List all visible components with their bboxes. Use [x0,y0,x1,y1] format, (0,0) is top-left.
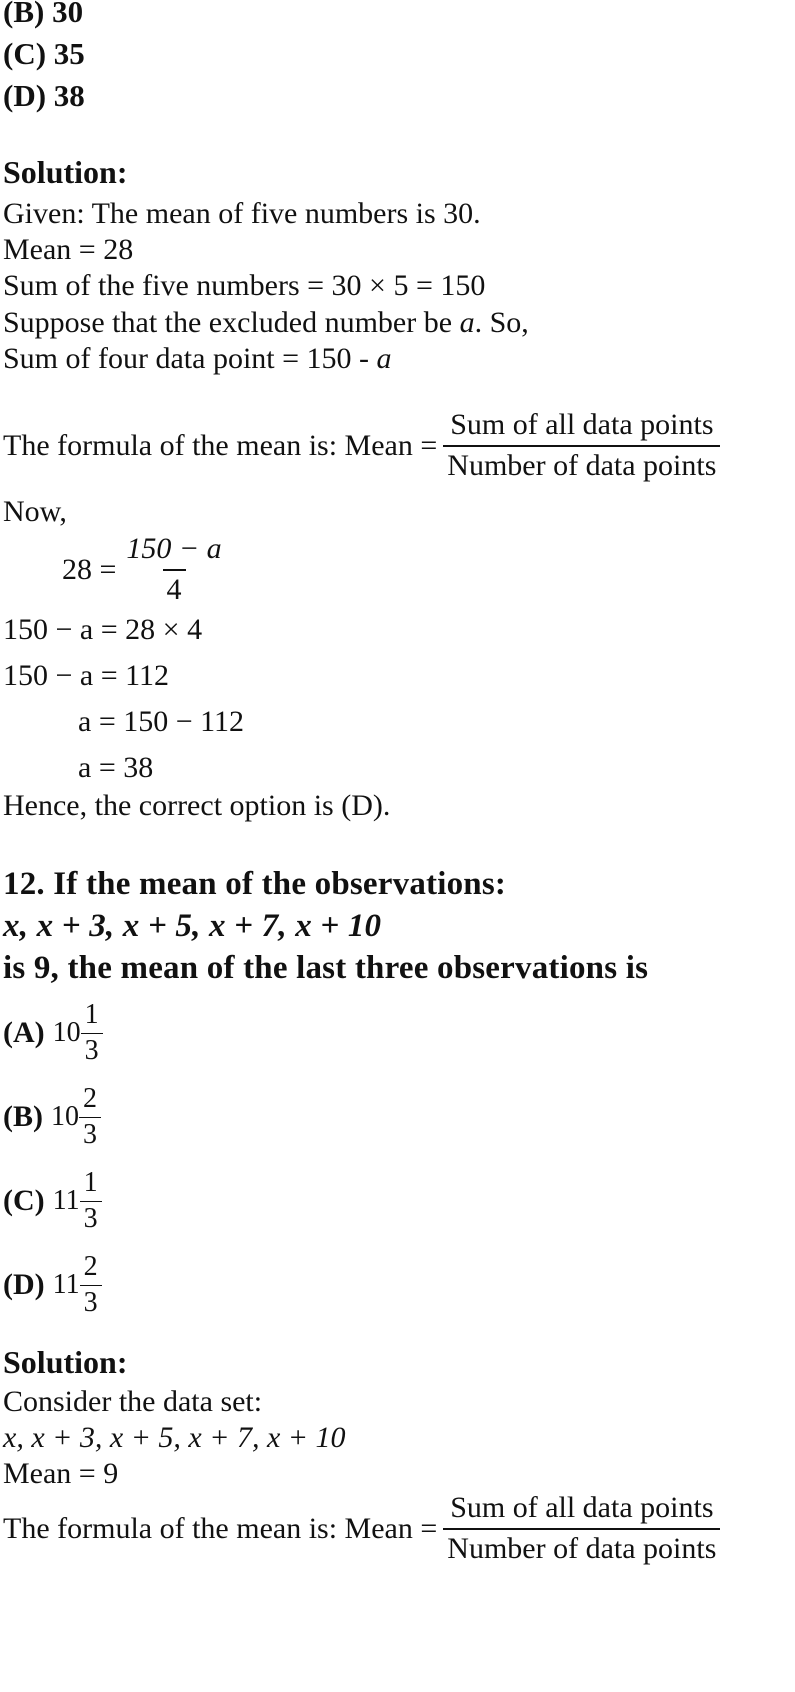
option-a-denominator: 3 [81,1033,103,1067]
option-d-numerator: 2 [83,1251,98,1282]
question-12-line-2: x, x + 3, x + 5, x + 7, x + 10 [3,908,382,944]
option-a-whole: 10 [52,1017,81,1049]
option-a-numerator: 1 [84,999,99,1030]
variable-a: a [459,306,475,339]
option-c-fraction [80,1168,102,1235]
option-b-denominator: 3 [79,1117,101,1151]
option-b-label: (B) [3,1100,43,1134]
question-12-line-1: 12. If the mean of the observations: [3,866,507,902]
option-d [3,1252,102,1319]
formula-fraction-2 [443,1491,720,1566]
formula-lead-2: The formula of the mean is: Mean = [3,1511,438,1545]
formula-denominator: Number of data points [443,445,720,484]
option-b-value [51,1084,101,1151]
equation-4: a = 150 − 112 [78,705,245,738]
option-d-denominator: 3 [80,1285,102,1319]
variable-a: a [376,342,392,375]
option-c-value [53,1168,102,1235]
formula-lead: The formula of the mean is: Mean = [3,428,438,462]
suppose-tail: . So, [474,306,529,339]
question-12-line-3: is 9, the mean of the last three observations is [3,950,649,986]
option-a-label: (A) [3,1016,45,1050]
mean-9-line: Mean = 9 [3,1457,119,1490]
option-b-numerator: 2 [83,1083,97,1114]
formula-numerator: Sum of all data points [450,408,714,441]
option-b-prev: (B) 30 [3,0,84,29]
option-c-label: (C) [3,1184,45,1218]
sum-line: Sum of the five numbers = 30 × 5 = 150 [3,269,486,302]
formula-denominator-2: Number of data points [443,1528,720,1567]
option-d-whole: 11 [52,1269,80,1301]
option-c-numerator: 1 [83,1167,98,1198]
option-c-prev: (C) 35 [3,36,85,71]
option-d-label: (D) [3,1268,45,1302]
option-d-fraction [80,1252,102,1319]
option-b-whole: 10 [51,1101,79,1133]
option-a [3,1000,103,1067]
equation-1 [62,532,226,607]
option-a-fraction [81,1000,103,1067]
given-line: Given: The mean of five numbers is 30. [3,197,481,230]
eq1-numerator: 150 − a [126,532,222,565]
option-a-value [53,1000,103,1067]
sum-four-text: Sum of four data point = 150 - [3,342,377,375]
equation-2: 150 − a = 28 × 4 [3,613,203,646]
option-d-value [53,1252,102,1319]
consider-line: Consider the data set: [3,1385,263,1418]
solution-2-heading: Solution: [3,1344,128,1380]
formula-numerator-2: Sum of all data points [450,1491,714,1524]
mean-line: Mean = 28 [3,233,134,266]
option-c-denominator: 3 [80,1201,102,1235]
mean-formula-2 [3,1491,720,1566]
sum-four-line [3,341,392,377]
eq1-fraction [122,532,225,607]
option-b [3,1084,101,1151]
option-c-whole: 11 [52,1185,80,1217]
option-c [3,1168,102,1235]
eq1-lhs: 28 = [62,552,117,586]
equation-3: 150 − a = 112 [3,659,170,692]
suppose-text: Suppose that the excluded number be [3,306,460,339]
suppose-line [3,305,529,341]
option-b-fraction [79,1084,101,1151]
now-line: Now, [3,495,67,528]
dataset-line: x, x + 3, x + 5, x + 7, x + 10 [3,1421,346,1454]
option-d-prev: (D) 38 [3,78,85,113]
conclusion-line: Hence, the correct option is (D). [3,789,391,822]
equation-5: a = 38 [78,751,154,784]
mean-formula [3,408,720,483]
formula-fraction [443,408,720,483]
eq1-denominator: 4 [163,569,186,608]
solution-heading: Solution: [3,154,128,190]
